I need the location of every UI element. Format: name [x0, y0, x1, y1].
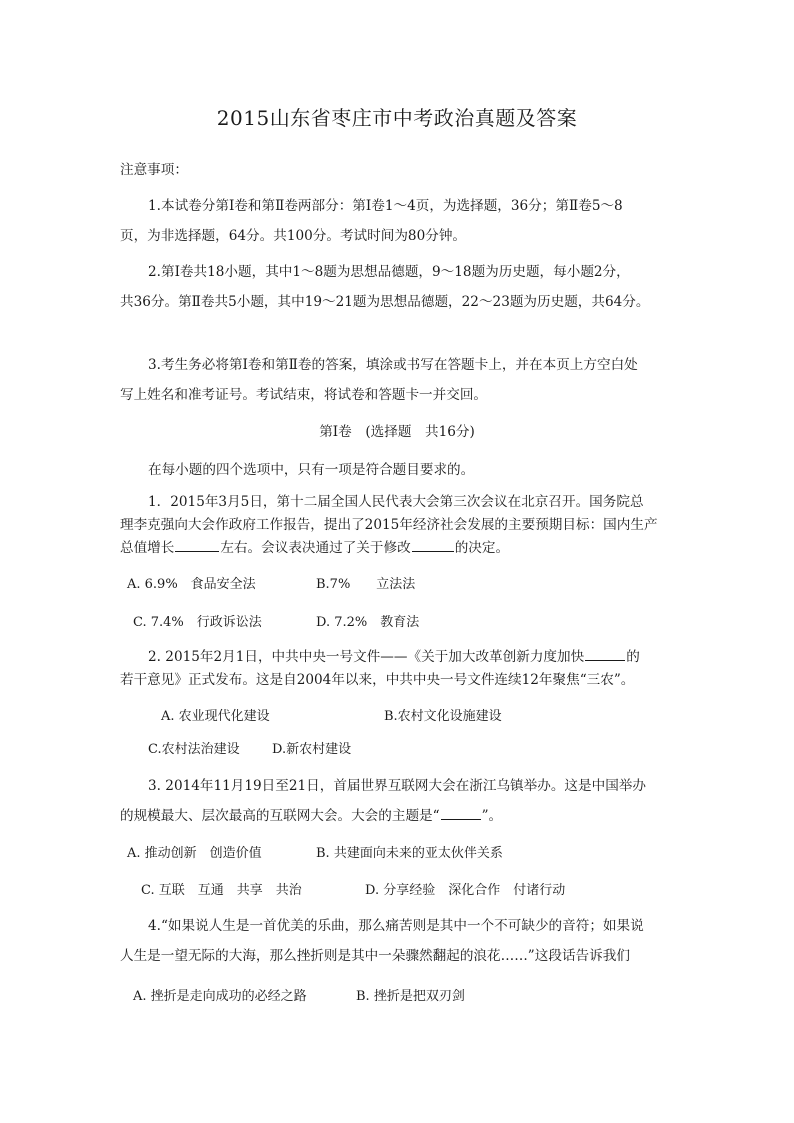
q2-option-d: D.新农村建设 — [272, 742, 352, 757]
q1-line-2: 理李克强向大会作政府工作报告，提出了2015年经济社会发展的主要预期目标：国内生产 — [120, 517, 658, 533]
q1-line-3-text-b: 左右。会议表决通过了关于修改 — [220, 540, 411, 556]
q1-line-3-text-c: 的决定。 — [454, 540, 510, 556]
q2-option-a: A. 农业现代化建设 — [161, 709, 270, 724]
note-3-line-2: 写上姓名和准考证号。考试结束，将试卷和答题卡一并交回。 — [120, 387, 488, 403]
q3-line-2 — [120, 806, 502, 826]
note-1-line-1: 1.本试卷分第Ⅰ卷和第Ⅱ卷两部分：第Ⅰ卷1～4页，为选择题，36分；第Ⅱ卷5～8 — [148, 198, 623, 214]
page-title: 2015山东省枣庄市中考政治真题及答案 — [216, 106, 578, 130]
answer-blank — [585, 647, 625, 661]
q1-line-3-text-a: 总值增长 — [120, 540, 175, 556]
section-heading: 第Ⅰ卷 (选择题 共16分) — [319, 424, 475, 440]
q3-line-1: 3. 2014年11月19日至21日，首届世界互联网大会在浙江乌镇举办。这是中国举办 — [148, 778, 646, 794]
note-3-line-1: 3.考生务必将第Ⅰ卷和第Ⅱ卷的答案，填涂或书写在答题卡上，并在本页上方空白处 — [148, 357, 638, 373]
q2-line-1 — [148, 647, 640, 667]
q2-line-1-text-b: 的 — [626, 649, 640, 665]
q4-line-2: 人生是一望无际的大海，那么挫折则是其中一朵骤然翻起的浪花……”这段话告诉我们 — [120, 948, 630, 964]
note-1-line-2: 页，为非选择题，64分。共100分。考试时间为80分钟。 — [120, 228, 467, 244]
q3-option-a: A. 推动创新 创造价值 — [127, 846, 262, 861]
q3-line-2-text-b: ”。 — [481, 808, 503, 824]
q1-line-1: 1．2015年3月5日，第十二届全国人民代表大会第三次会议在北京召开。国务院总 — [148, 494, 644, 510]
answer-blank — [412, 538, 454, 552]
q4-line-1: 4.“如果说人生是一首优美的乐曲，那么痛苦则是其中一个不可缺少的音符；如果说 — [148, 918, 644, 934]
q3-option-d: D. 分享经验 深化合作 付诸行动 — [365, 883, 566, 898]
note-2-line-2: 共36分。第Ⅱ卷共5小题，其中19～21题为思想品德题，22～23题为历史题，共64分。 — [120, 294, 650, 310]
q2-line-1-text-a: 2. 2015年2月1日，中共中央一号文件——《关于加大改革创新力度加快 — [148, 649, 585, 665]
q4-option-a: A. 挫折是走向成功的必经之路 — [133, 989, 307, 1004]
notice-label: 注意事项： — [120, 162, 188, 178]
q1-option-c: C. 7.4% 行政诉讼法 — [133, 615, 262, 630]
instruction: 在每小题的四个选项中，只有一项是符合题目要求的。 — [148, 462, 475, 478]
q1-line-3 — [120, 538, 509, 558]
q2-option-c: C.农村法治建设 — [148, 742, 240, 757]
q3-option-b: B. 共建面向未来的亚太伙伴关系 — [316, 846, 503, 861]
q2-line-2: 若干意见》正式发布。这是自2004年以来，中共中央一号文件连续12年聚焦“三农”。 — [120, 672, 635, 688]
q2-option-b: B.农村文化设施建设 — [384, 709, 502, 724]
answer-blank — [441, 806, 481, 820]
q4-option-b: B. 挫折是把双刃剑 — [356, 989, 465, 1004]
q1-option-b: B.7% 立法法 — [316, 577, 416, 592]
q1-option-d: D. 7.2% 教育法 — [316, 615, 420, 630]
answer-blank — [175, 538, 219, 552]
q3-option-c: C. 互联 互通 共享 共治 — [141, 883, 302, 898]
q1-option-a: A. 6.9% 食品安全法 — [127, 577, 256, 592]
q3-line-2-text-a: 的规模最大、层次最高的互联网大会。大会的主题是“ — [120, 808, 440, 824]
note-2-line-1: 2.第Ⅰ卷共18小题，其中1～8题为思想品德题，9～18题为历史题，每小题2分， — [148, 264, 630, 280]
